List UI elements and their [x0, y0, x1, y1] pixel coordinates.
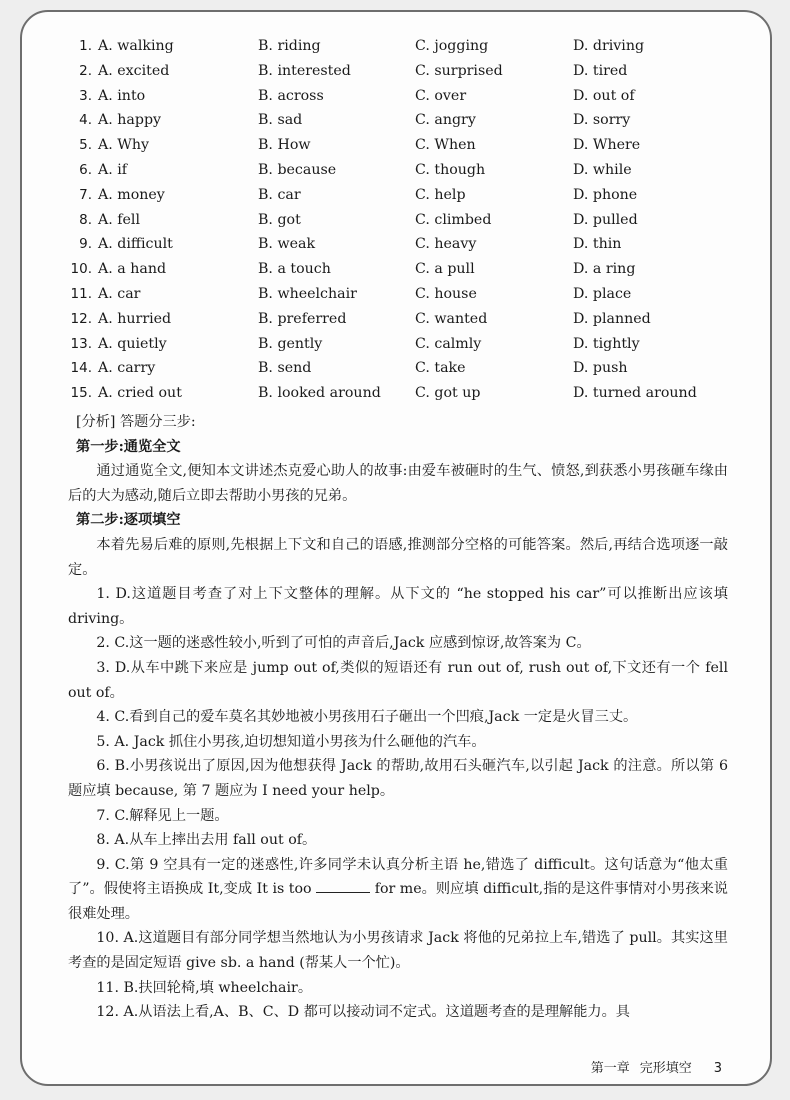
question-number: 10.	[70, 261, 92, 278]
question-number: 13.	[70, 335, 92, 352]
explanation-4: 4. C.看到自己的爱车莫名其妙地被小男孩用石子砸出一个凹痕,Jack 一定是火冒三丈。	[96, 709, 638, 726]
option-a: A. excited	[98, 62, 170, 79]
option-row	[22, 63, 770, 88]
explanation-6: 6. B.小男孩说出了原因,因为他想获得 Jack 的帮助,故用石头砸汽车,以引起 Jack 的注意。所以第 6 题应填 because, 第 7 题应为 I need your help。	[68, 758, 728, 799]
option-row	[22, 38, 770, 63]
option-a: A. a hand	[98, 261, 167, 278]
question-number: 15.	[70, 385, 92, 402]
option-d: D. a ring	[573, 261, 636, 278]
option-a: A. quietly	[98, 335, 167, 352]
explanation-3: 3. D.从车中跳下来应是 jump out of,类似的短语还有 run out of, rush out of,下文还有一个 fell out of。	[68, 659, 728, 701]
option-b: B. preferred	[258, 310, 347, 327]
option-a: A. happy	[98, 112, 162, 129]
explanation-11: 11. B.扶回轮椅,填 wheelchair。	[96, 979, 313, 996]
question-number: 9.	[79, 236, 92, 253]
answer-options-list	[22, 38, 770, 410]
option-d: D. sorry	[573, 112, 631, 129]
question-number: 1.	[79, 38, 92, 54]
option-c: C. over	[415, 87, 467, 104]
question-number: 6.	[79, 161, 92, 178]
option-c: C. house	[415, 285, 477, 302]
question-number: 7.	[79, 186, 92, 203]
option-a: A. car	[98, 285, 141, 302]
option-row	[22, 385, 770, 410]
option-a: A. cried out	[98, 385, 182, 402]
option-a: A. walking	[98, 38, 174, 54]
explanation-8: 8. A.从车上摔出去用 fall out of。	[96, 832, 317, 849]
option-d: D. planned	[573, 310, 651, 327]
question-number: 11.	[70, 285, 92, 302]
option-a: A. difficult	[98, 236, 173, 253]
option-row	[22, 212, 770, 237]
explanation-2: 2. C.这一题的迷惑性较小,听到了可怕的声音后,Jack 应感到惊讶,故答案为 C。	[96, 635, 591, 652]
step1-text: 通过通览全文,便知本文讲述杰克爱心助人的故事:由爱车被砸时的生气、愤怒,到获悉小男孩砸车缘由后的大为感动,随后立即去帮助小男孩的兄弟。	[68, 463, 728, 504]
option-d: D. tired	[573, 62, 628, 79]
option-a: A. money	[98, 186, 165, 203]
option-b: B. across	[258, 87, 324, 104]
explanation-10: 10. A.这道题目有部分同学想当然地认为小男孩请求 Jack 将他的兄弟拉上车,错选了 pull。其实这里考查的是固定短语 give sb. a hand (帮某人一个忙)。	[68, 930, 728, 972]
option-row	[22, 360, 770, 385]
option-c: C. help	[415, 186, 466, 203]
option-b: B. riding	[258, 38, 321, 54]
analysis-label: [分析] 答题分三步:	[76, 414, 196, 430]
question-number: 12.	[70, 310, 92, 327]
option-c: C. jogging	[415, 38, 489, 54]
option-c: C. heavy	[415, 236, 477, 253]
option-b: B. looked around	[258, 385, 381, 402]
explanation-9-part2: for me。则应填 difficult,指的是这件事情对小男孩来说很难处理。	[68, 881, 728, 922]
option-c: C. take	[415, 360, 466, 377]
option-a: A. hurried	[98, 310, 172, 327]
option-c: C. a pull	[415, 261, 475, 278]
option-row	[22, 162, 770, 187]
option-d: D. driving	[573, 38, 645, 54]
question-number: 4.	[79, 112, 92, 129]
option-b: B. wheelchair	[258, 285, 357, 302]
explanation-12: 12. A.从语法上看,A、B、C、D 都可以接动词不定式。这道题考查的是理解能力。具	[96, 1004, 630, 1021]
step2-heading: 第二步:逐项填空	[76, 512, 181, 529]
question-number: 5.	[79, 137, 92, 154]
option-b: B. weak	[258, 236, 316, 253]
option-c: C. though	[415, 161, 486, 178]
option-d: D. while	[573, 161, 632, 178]
option-c: C. calmly	[415, 335, 482, 352]
option-c: C. wanted	[415, 310, 488, 327]
option-b: B. sad	[258, 112, 303, 129]
option-row	[22, 88, 770, 113]
option-b: B. got	[258, 211, 301, 228]
explanation-7: 7. C.解释见上一题。	[96, 807, 229, 824]
option-a: A. Why	[98, 137, 150, 154]
book-page	[20, 10, 772, 1086]
option-c: C. When	[415, 137, 476, 154]
option-row	[22, 187, 770, 212]
option-d: D. pulled	[573, 211, 638, 228]
option-b: B. gently	[258, 335, 323, 352]
option-b: B. car	[258, 186, 301, 203]
option-row	[22, 336, 770, 361]
option-d: D. out of	[573, 87, 635, 104]
option-a: A. if	[98, 161, 128, 178]
step1-heading: 第一步:通览全文	[76, 438, 181, 455]
option-d: D. turned around	[573, 385, 697, 402]
fill-blank	[316, 880, 370, 893]
option-b: B. interested	[258, 62, 351, 79]
option-d: D. Where	[573, 137, 641, 154]
option-d: D. thin	[573, 236, 622, 253]
option-a: A. carry	[98, 360, 156, 377]
section-label: 完形填空	[639, 1061, 692, 1076]
option-row	[22, 236, 770, 261]
question-number: 2.	[79, 62, 92, 79]
option-d: D. tightly	[573, 335, 640, 352]
option-d: D. push	[573, 360, 628, 377]
option-row	[22, 137, 770, 162]
page-number: 3	[713, 1061, 722, 1076]
question-number: 8.	[79, 211, 92, 228]
option-c: C. angry	[415, 112, 476, 129]
option-row	[22, 261, 770, 286]
option-a: A. fell	[98, 211, 140, 228]
option-c: C. got up	[415, 385, 481, 402]
analysis-section	[68, 410, 728, 1025]
option-b: B. send	[258, 360, 312, 377]
explanation-1: 1. D.这道题目考查了对上下文整体的理解。从下文的 “he stopped his car”可以推断出应该填 driving。	[68, 586, 728, 627]
option-d: D. place	[573, 285, 632, 302]
question-number: 3.	[79, 87, 92, 104]
option-c: C. surprised	[415, 62, 503, 79]
option-row	[22, 112, 770, 137]
option-row	[22, 311, 770, 336]
question-number: 14.	[70, 360, 92, 377]
explanation-9	[68, 853, 728, 927]
chapter-label: 第一章	[590, 1061, 630, 1076]
explanation-5: 5. A. Jack 抓住小男孩,迫切想知道小男孩为什么砸他的汽车。	[96, 733, 486, 750]
option-b: B. How	[258, 137, 311, 154]
step2-text: 本着先易后难的原则,先根据上下文和自己的语感,推测部分空格的可能答案。然后,再结合选项逐一敲定。	[68, 536, 728, 578]
option-a: A. into	[98, 87, 146, 104]
explanation-9-part1: 9. C.第 9 空具有一定的迷惑性,许多同学未认真分析主语 he,错选了 difficult。这句话意为“他太重了”。假使将主语换成 It,变成 It is too	[68, 856, 728, 898]
option-b: B. a touch	[258, 261, 331, 278]
option-b: B. because	[258, 161, 337, 178]
option-row	[22, 286, 770, 311]
option-c: C. climbed	[415, 211, 492, 228]
page-footer	[581, 1057, 722, 1076]
option-d: D. phone	[573, 186, 638, 203]
